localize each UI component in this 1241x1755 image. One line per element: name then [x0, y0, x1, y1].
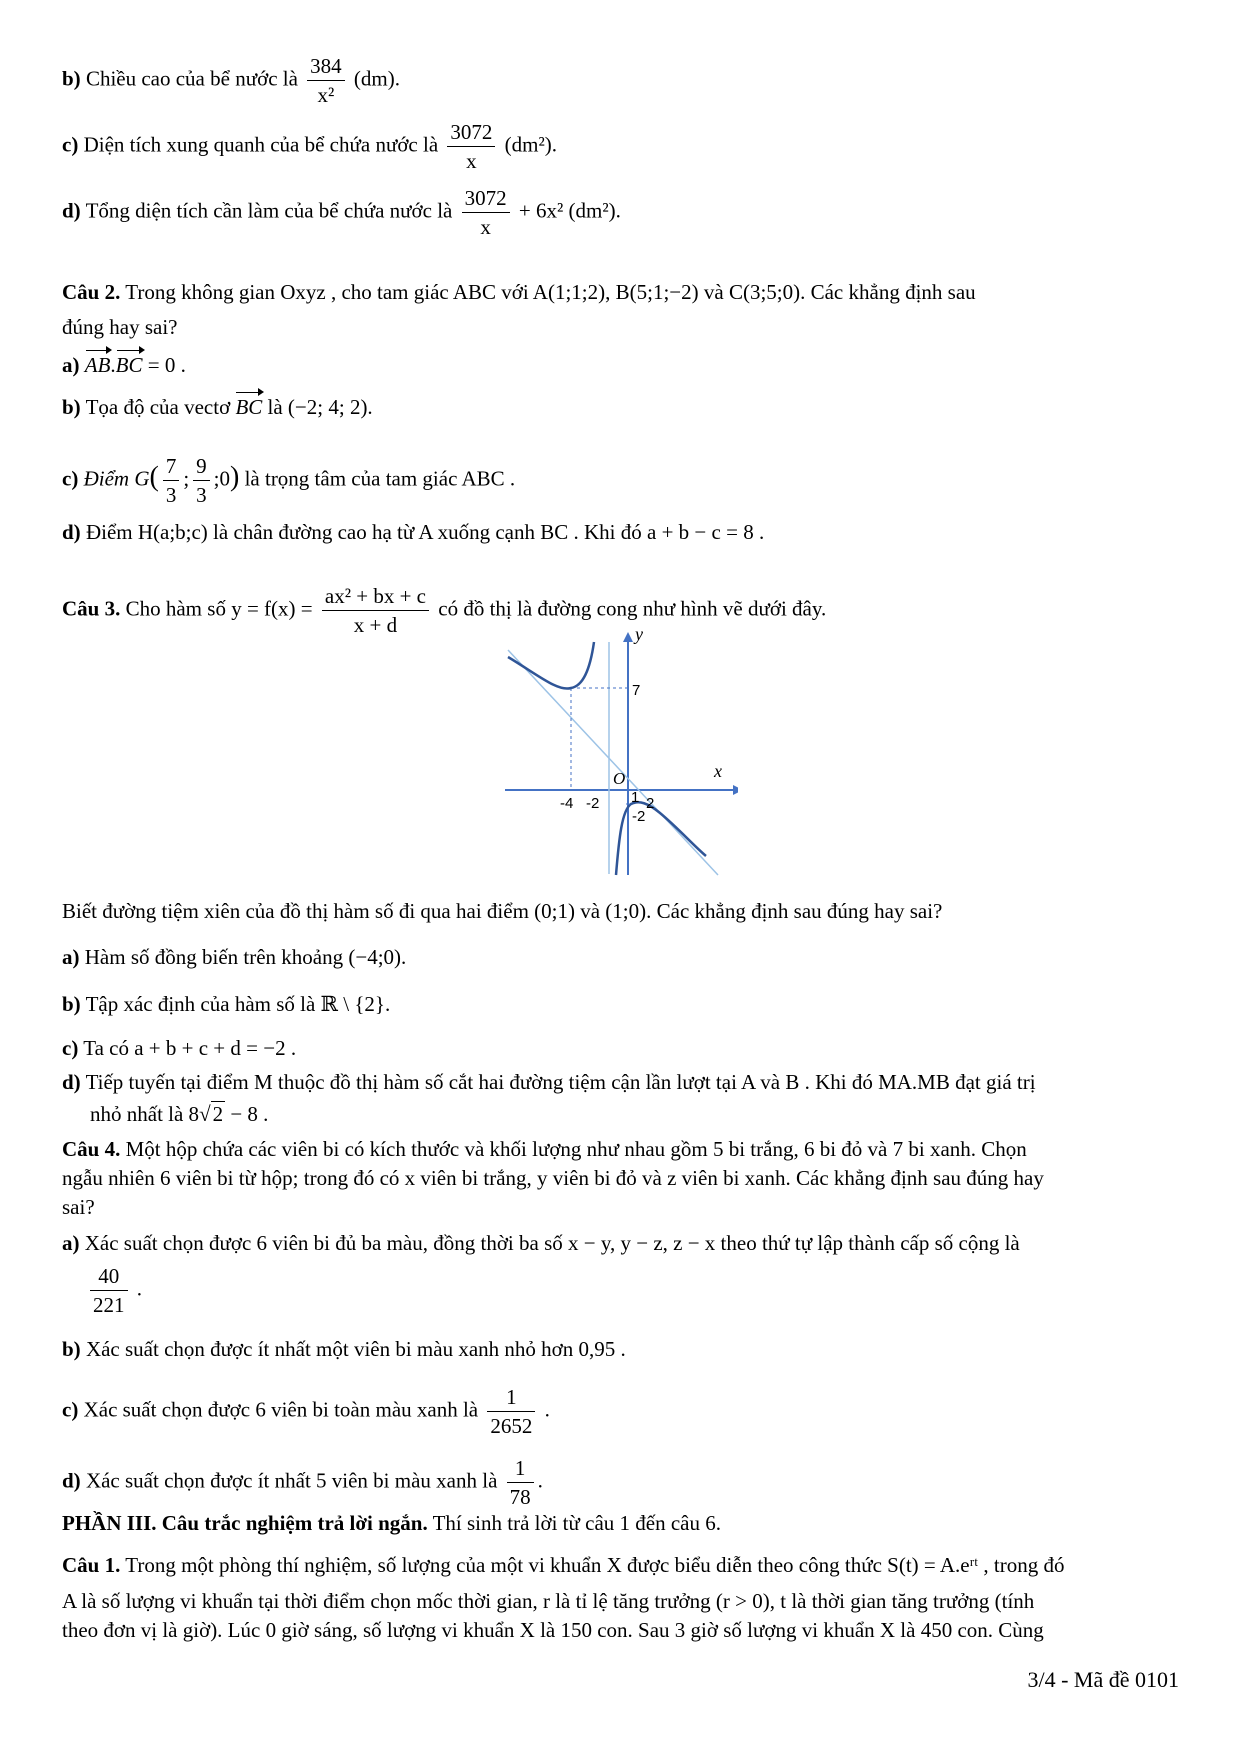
q2-item-a	[62, 352, 1171, 378]
item-text: Ta có a + b + c + d = −2 .	[83, 1036, 297, 1060]
denominator: x	[466, 149, 477, 173]
p3q1-line2: A là số lượng vi khuẩn tại thời điểm chọn mốc thời gian, r là tỉ lệ tăng trưởng (r > 0), t là thời gian tăng trưởng (tính	[62, 1589, 1035, 1613]
item-text: Xác suất chọn được ít nhất một viên bi màu xanh nhỏ hơn 0,95 .	[85, 1337, 626, 1361]
item-text: Tiếp tuyến tại điểm M thuộc đồ thị hàm số cắt hai đường tiệm cận lần lượt tại A và B . Khi đó MA.MB đạt giá trị	[85, 1070, 1036, 1094]
sqrt-radicand: 2	[212, 1102, 224, 1126]
question-title: Câu 2.	[62, 280, 121, 304]
q1-item-c	[62, 120, 1171, 173]
x-axis-arrow	[733, 785, 738, 795]
item-label: c)	[62, 466, 79, 491]
numerator: 3072	[462, 186, 510, 213]
denominator: x + d	[353, 613, 398, 637]
item-tail: − 8 .	[225, 1102, 269, 1126]
unit: (dm²).	[504, 132, 558, 157]
question-title: Câu 4.	[62, 1137, 121, 1161]
item-label: c)	[62, 132, 79, 157]
q2-intro	[62, 279, 1171, 305]
numerator: 9	[193, 454, 210, 481]
part3-heading	[62, 1510, 1171, 1536]
q3-known: Biết đường tiệm xiên của đồ thị hàm số đi qua hai điểm (0;1) và (1;0). Các khẳng định sau đúng hay sai?	[62, 899, 943, 923]
q1-item-d	[62, 186, 1171, 239]
q3-item-a	[62, 944, 1171, 970]
item-label: d)	[62, 1070, 81, 1094]
item-label: b)	[62, 66, 81, 91]
question-title: Câu 1.	[62, 1553, 121, 1577]
numerator: 1	[487, 1385, 535, 1412]
sqrt-sign: √	[199, 1102, 211, 1126]
q4-item-a-answer: $\frac{40}{221}$ .	[90, 1264, 1171, 1317]
fraction	[90, 1264, 128, 1317]
function-graph	[498, 630, 738, 880]
item-label: c)	[62, 1036, 79, 1060]
tick-label-m4: -4	[560, 795, 574, 812]
denominator: 3	[196, 483, 207, 507]
item-text: Chiều cao của bể nước là	[85, 66, 298, 91]
q2-item-d	[62, 519, 1171, 545]
numerator: ax² + bx + c	[322, 584, 429, 611]
part-title: PHẦN III. Câu trắc nghiệm trả lời ngắn.	[62, 1511, 428, 1535]
question-text: Trong một phòng thí nghiệm, số lượng của một vi khuẩn X được biểu diễn theo công thức S(t) = A.eʳᵗ , trong đó	[125, 1553, 1065, 1577]
tick-label-7: 7	[632, 682, 641, 699]
q4-intro	[62, 1136, 1171, 1162]
numerator: 3072	[447, 120, 495, 147]
graph-right-branch	[616, 802, 706, 875]
item-text: Xác suất chọn được 6 viên bi đủ ba màu, đồng thời ba số x − y, y − z, z − x theo thứ tự lập thành cấp số cộng là	[84, 1231, 1020, 1255]
question-title: Câu 3.	[62, 596, 121, 621]
fraction	[507, 1456, 534, 1509]
item-text: Tổng diện tích cần làm của bể chứa nước là	[85, 198, 453, 223]
fraction-y	[193, 454, 210, 507]
numerator: 1	[507, 1456, 534, 1483]
equation-tail: = 0 .	[142, 353, 186, 377]
item-label: d)	[62, 520, 81, 544]
denominator: 221	[93, 1293, 125, 1317]
p3q1-line3: theo đơn vị là giờ). Lúc 0 giờ sáng, số lượng vi khuẩn X là 150 con. Sau 3 giờ số lượng vi khuẩn X là 450 con. Cùng	[62, 1618, 1044, 1642]
numerator: 40	[90, 1264, 128, 1291]
q3-item-b	[62, 991, 1171, 1017]
part-instruction: Thí sinh trả lời từ câu 1 đến câu 6.	[432, 1511, 722, 1535]
item-label: a)	[62, 353, 80, 377]
item-label: b)	[62, 395, 81, 419]
question-text: Trong không gian Oxyz , cho tam giác ABC với A(1;1;2), B(5;1;−2) và C(3;5;0). Các khẳng định sau	[125, 280, 976, 304]
tick-label-m2: -2	[586, 795, 600, 812]
question-text: Một hộp chứa các viên bi có kích thước và khối lượng như nhau gồm 5 bi trắng, 6 bi đỏ và 7 bi xanh. Chọn	[125, 1137, 1027, 1161]
item-tail: là trọng tâm của tam giác ABC .	[244, 466, 516, 491]
unit: (dm).	[353, 66, 400, 91]
numerator: 384	[307, 54, 345, 81]
fraction	[307, 54, 345, 107]
q3-item-c	[62, 1035, 1171, 1061]
fraction-x	[163, 454, 180, 507]
q2-intro-cont: đúng hay sai?	[62, 315, 178, 339]
y-label: y	[635, 630, 643, 644]
fraction	[322, 584, 429, 637]
denominator: x²	[317, 83, 335, 107]
fraction	[462, 186, 510, 239]
q3-item-d	[62, 1069, 1171, 1095]
denominator: x	[480, 215, 491, 239]
formula-tail: + 6x² (dm²).	[518, 198, 621, 223]
item-text: Tọa độ của vectơ	[85, 395, 231, 419]
vector-ab: AB	[84, 353, 111, 377]
tick-label-2: 2	[646, 795, 655, 812]
q3-item-d-cont	[90, 1101, 1171, 1127]
tick-label-1: 1	[631, 789, 640, 806]
paren-close: )	[230, 461, 240, 493]
item-text: Tập xác định của hàm số là ℝ \ {2}.	[85, 992, 391, 1016]
oblique-asymptote	[508, 650, 718, 875]
item-label: b)	[62, 992, 81, 1016]
q2-item-b	[62, 394, 1171, 420]
item-text: Xác suất chọn được ít nhất 5 viên bi màu xanh là	[85, 1468, 498, 1493]
item-label: c)	[62, 1397, 79, 1422]
item-text: Diện tích xung quanh của bể chứa nước là	[83, 132, 439, 157]
q4-item-b	[62, 1336, 1171, 1362]
vector-bc: BC	[115, 353, 143, 377]
question-text-post: có đồ thị là đường cong như hình vẽ dưới đây.	[438, 596, 827, 621]
graph-left-branch	[508, 642, 594, 689]
item-text: nhỏ nhất là 8	[90, 1102, 200, 1126]
q4-item-d: d) Xác suất chọn được ít nhất 5 viên bi màu xanh là $\frac{1}{78}$ .	[62, 1456, 543, 1509]
item-text: Điểm H(a;b;c) là chân đường cao hạ từ A xuống cạnh BC . Khi đó a + b − c = 8 .	[85, 520, 765, 544]
item-text: Xác suất chọn được 6 viên bi toàn màu xanh là	[83, 1397, 479, 1422]
paren-open: (	[149, 461, 159, 493]
q2-item-c: c) Điểm G( $\frac{7}{3}$ ; $\frac{9}{3}$ ;0) là trọng tâm của tam giác ABC .	[62, 454, 516, 507]
vector-bc: BC	[235, 395, 263, 419]
q4-item-c: c) Xác suất chọn được 6 viên bi toàn màu xanh là $\frac{1}{2652}$ .	[62, 1385, 550, 1438]
y-axis-arrow	[623, 632, 633, 642]
item-label: b)	[62, 1337, 81, 1361]
q4-intro-cont: ngẫu nhiên 6 viên bi từ hộp; trong đó có x viên bi trắng, y viên bi đỏ và z viên bi xanh. Các khẳng định sau đúng hay	[62, 1166, 1044, 1190]
item-label: d)	[62, 198, 81, 223]
p3q1-line1	[62, 1552, 1171, 1578]
fraction	[447, 120, 495, 173]
q4-intro-cont2: sai?	[62, 1195, 95, 1219]
q1-item-b	[62, 54, 1171, 107]
numerator: 7	[163, 454, 180, 481]
x-label: x	[714, 761, 722, 781]
item-label: a)	[62, 945, 80, 969]
item-tail: là (−2; 4; 2).	[267, 395, 373, 419]
fraction	[487, 1385, 535, 1438]
item-label: a)	[62, 1231, 80, 1255]
denominator: 78	[509, 1485, 531, 1509]
page-footer: 3/4 - Mã đề 0101	[1027, 1667, 1179, 1692]
denominator: 2652	[490, 1414, 533, 1438]
item-label: d)	[62, 1468, 81, 1493]
denominator: 3	[165, 483, 177, 507]
question-text: Cho hàm số y = f(x) =	[125, 596, 313, 621]
tick-label-m2y: -2	[632, 808, 646, 825]
q4-item-a	[62, 1230, 1171, 1256]
origin-label: O	[613, 769, 626, 788]
point-g: Điểm G	[83, 466, 150, 491]
item-text: Hàm số đồng biến trên khoảng (−4;0).	[84, 945, 407, 969]
dot: .	[110, 353, 116, 377]
